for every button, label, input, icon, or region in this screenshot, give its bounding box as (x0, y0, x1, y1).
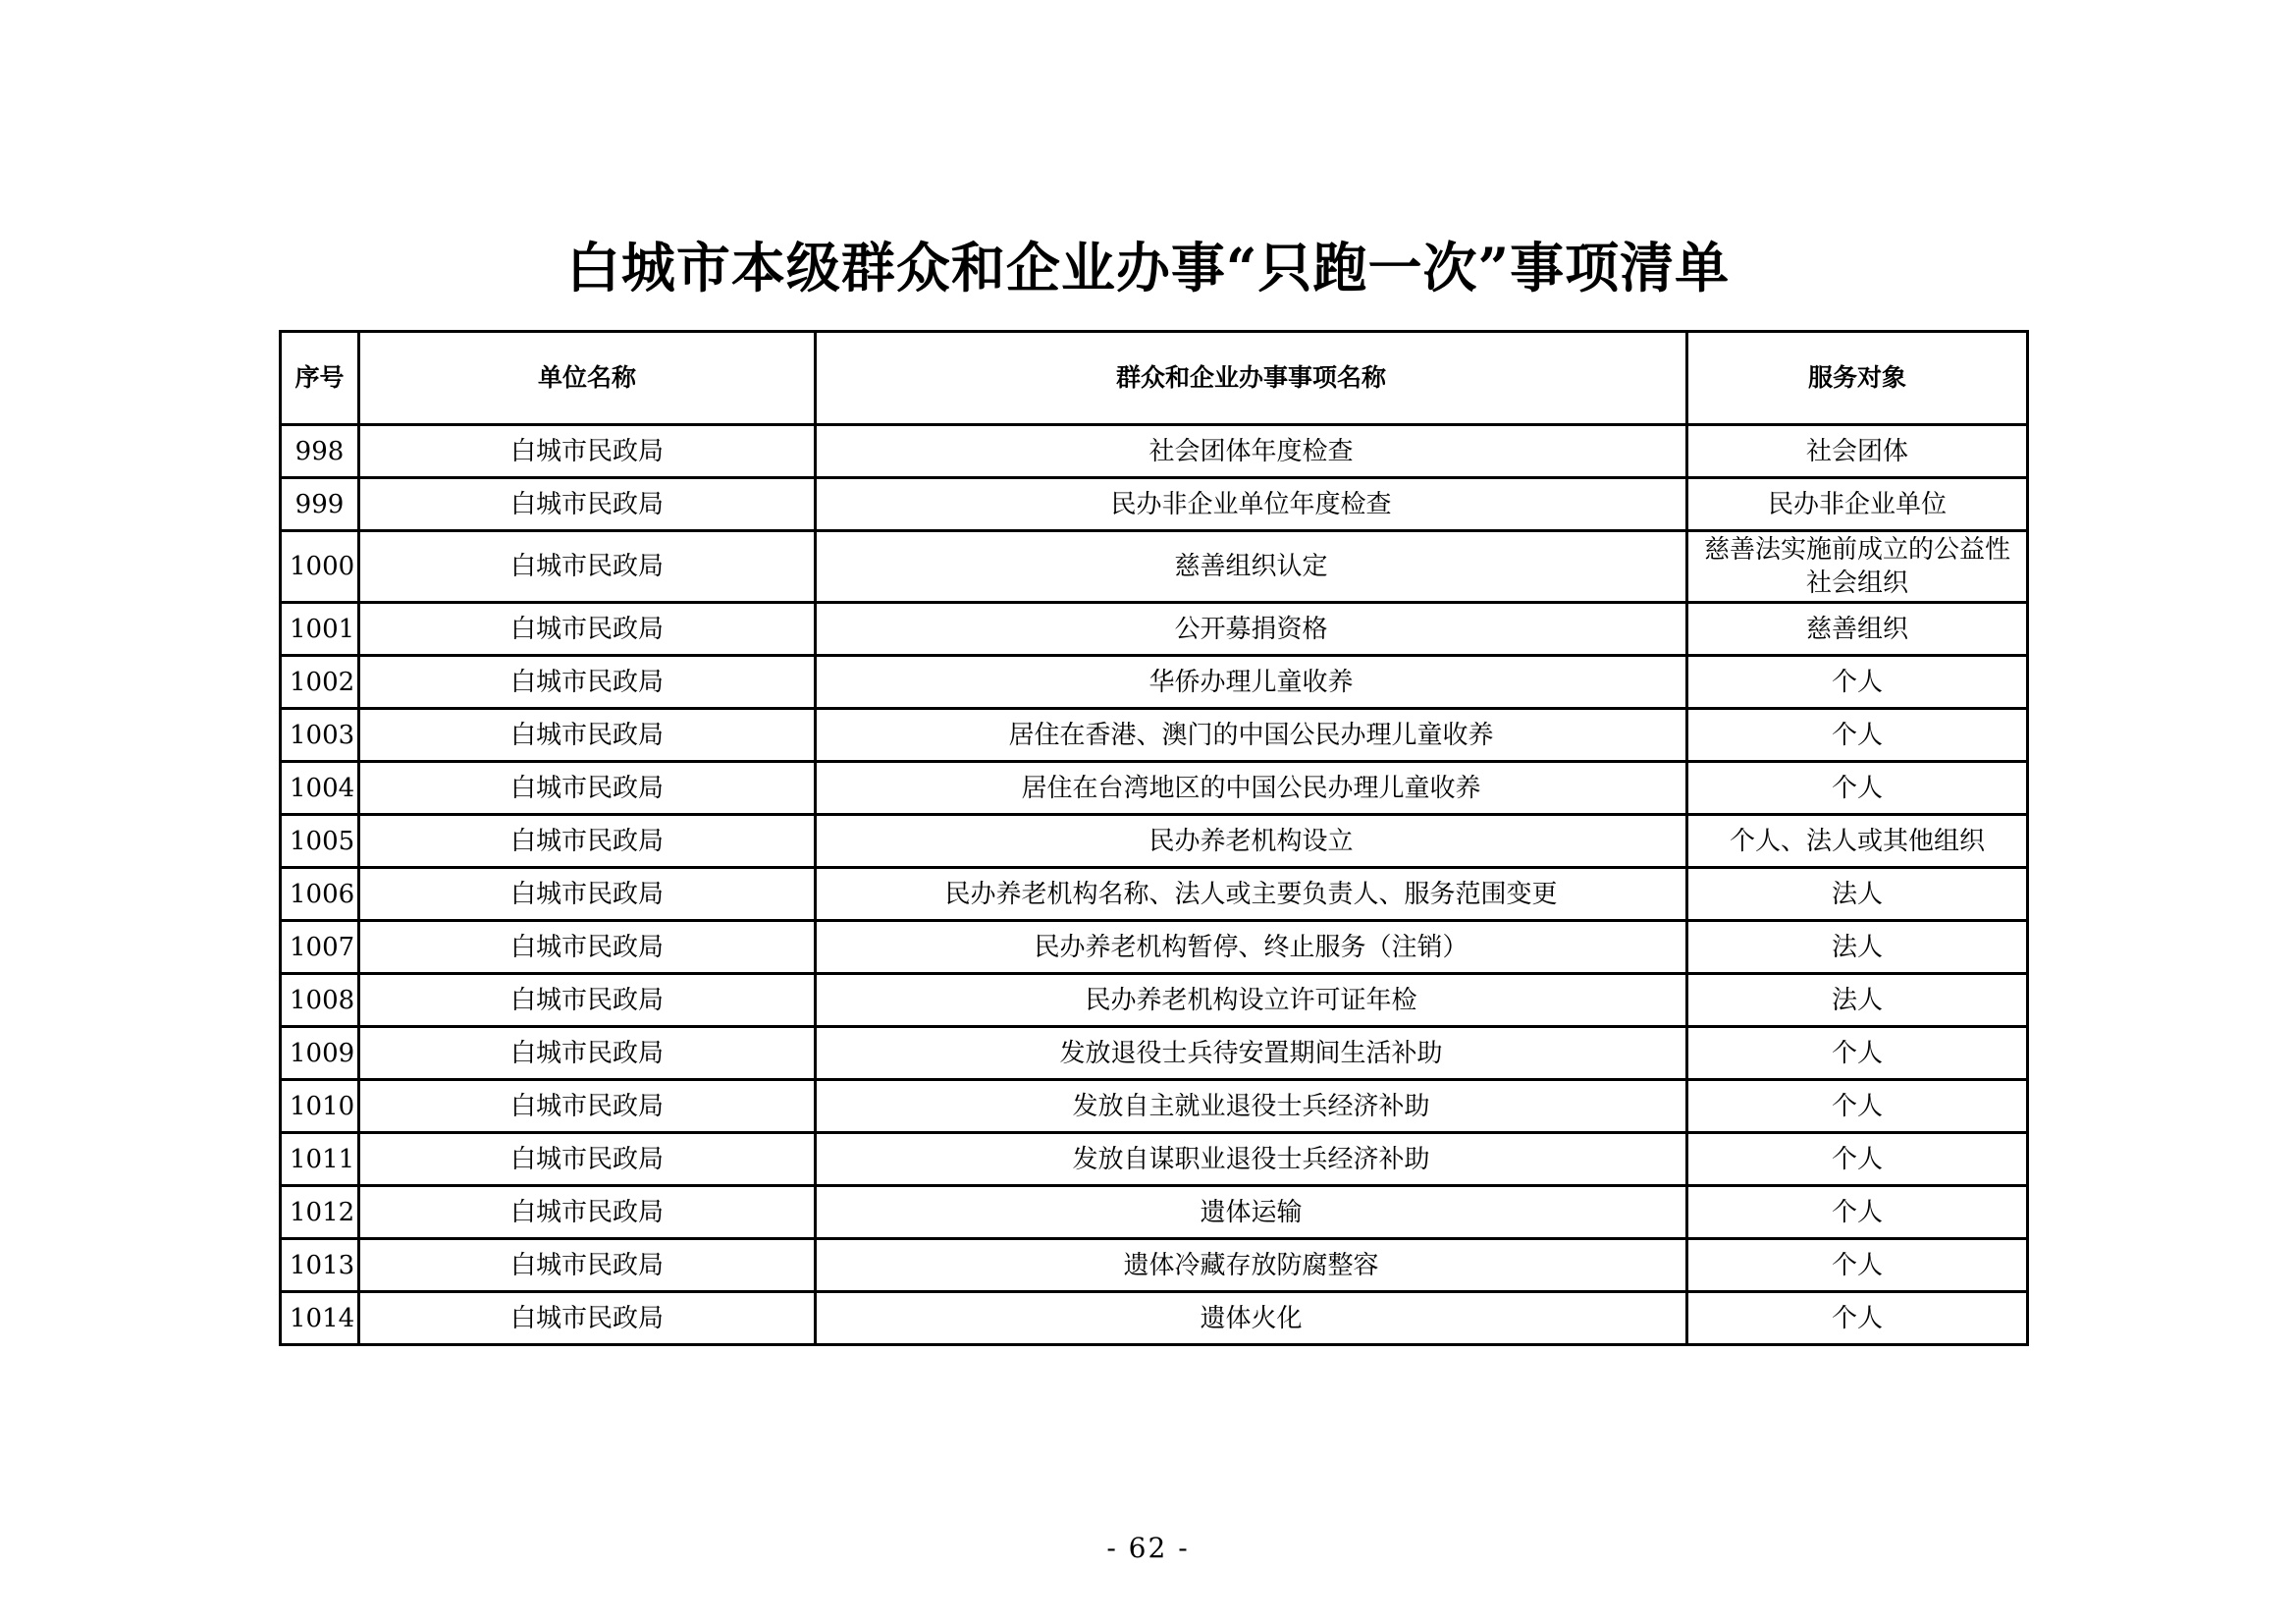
table-row (281, 603, 2028, 656)
table-header-row (281, 332, 2028, 425)
table-row (281, 425, 2028, 478)
cell-service-target: 个人 (1687, 762, 2028, 815)
cell-unit-name: 白城市民政局 (359, 815, 816, 868)
cell-item-name: 华侨办理儿童收养 (816, 656, 1687, 709)
cell-item-name: 民办养老机构名称、法人或主要负责人、服务范围变更 (816, 868, 1687, 921)
cell-service-target: 社会团体 (1687, 425, 2028, 478)
cell-unit-name: 白城市民政局 (359, 425, 816, 478)
cell-service-target: 慈善组织 (1687, 603, 2028, 656)
cell-unit-name: 白城市民政局 (359, 656, 816, 709)
cell-index: 1001 (281, 603, 359, 656)
header-item-name: 群众和企业办事事项名称 (816, 332, 1687, 425)
header-index: 序号 (281, 332, 359, 425)
cell-index: 1008 (281, 974, 359, 1027)
cell-item-name: 居住在台湾地区的中国公民办理儿童收养 (816, 762, 1687, 815)
cell-unit-name: 白城市民政局 (359, 1186, 816, 1239)
page-number: - 62 - (1106, 1532, 1190, 1564)
table-row (281, 1239, 2028, 1292)
cell-index: 1006 (281, 868, 359, 921)
cell-unit-name: 白城市民政局 (359, 1239, 816, 1292)
cell-unit-name: 白城市民政局 (359, 1133, 816, 1186)
cell-item-name: 居住在香港、澳门的中国公民办理儿童收养 (816, 709, 1687, 762)
table-row (281, 974, 2028, 1027)
table-row (281, 921, 2028, 974)
cell-unit-name: 白城市民政局 (359, 531, 816, 603)
cell-item-name: 遗体运输 (816, 1186, 1687, 1239)
cell-unit-name: 白城市民政局 (359, 1292, 816, 1345)
cell-service-target: 法人 (1687, 868, 2028, 921)
cell-index: 1005 (281, 815, 359, 868)
cell-item-name: 民办养老机构暂停、终止服务（注销） (816, 921, 1687, 974)
cell-item-name: 慈善组织认定 (816, 531, 1687, 603)
document-title: 白城市本级群众和企业办事“只跑一次”事项清单 (565, 236, 1731, 299)
cell-unit-name: 白城市民政局 (359, 921, 816, 974)
cell-index: 1004 (281, 762, 359, 815)
cell-service-target: 法人 (1687, 974, 2028, 1027)
cell-unit-name: 白城市民政局 (359, 974, 816, 1027)
cell-index: 1010 (281, 1080, 359, 1133)
cell-service-target: 民办非企业单位 (1687, 478, 2028, 531)
cell-index: 999 (281, 478, 359, 531)
cell-index: 1003 (281, 709, 359, 762)
cell-item-name: 民办养老机构设立许可证年检 (816, 974, 1687, 1027)
cell-item-name: 发放自主就业退役士兵经济补助 (816, 1080, 1687, 1133)
cell-index: 1013 (281, 1239, 359, 1292)
cell-index: 1007 (281, 921, 359, 974)
table-row (281, 656, 2028, 709)
table-row (281, 1186, 2028, 1239)
cell-unit-name: 白城市民政局 (359, 478, 816, 531)
cell-item-name: 发放自谋职业退役士兵经济补助 (816, 1133, 1687, 1186)
cell-item-name: 社会团体年度检查 (816, 425, 1687, 478)
cell-unit-name: 白城市民政局 (359, 1080, 816, 1133)
cell-index: 1009 (281, 1027, 359, 1080)
cell-service-target: 个人 (1687, 709, 2028, 762)
table-row (281, 868, 2028, 921)
cell-service-target: 慈善法实施前成立的公益性社会组织 (1687, 531, 2028, 603)
cell-service-target: 个人 (1687, 1027, 2028, 1080)
cell-index: 1000 (281, 531, 359, 603)
table-row (281, 1292, 2028, 1345)
cell-index: 1014 (281, 1292, 359, 1345)
cell-index: 998 (281, 425, 359, 478)
cell-service-target: 法人 (1687, 921, 2028, 974)
cell-unit-name: 白城市民政局 (359, 709, 816, 762)
table-row (281, 1080, 2028, 1133)
cell-item-name: 遗体火化 (816, 1292, 1687, 1345)
cell-index: 1012 (281, 1186, 359, 1239)
table-row (281, 709, 2028, 762)
cell-item-name: 公开募捐资格 (816, 603, 1687, 656)
table-row (281, 478, 2028, 531)
service-items-table (279, 330, 2029, 1346)
table-row (281, 531, 2028, 603)
cell-service-target: 个人 (1687, 1186, 2028, 1239)
cell-unit-name: 白城市民政局 (359, 762, 816, 815)
cell-item-name: 民办养老机构设立 (816, 815, 1687, 868)
table-row (281, 762, 2028, 815)
cell-unit-name: 白城市民政局 (359, 868, 816, 921)
header-service-target: 服务对象 (1687, 332, 2028, 425)
cell-service-target: 个人、法人或其他组织 (1687, 815, 2028, 868)
cell-service-target: 个人 (1687, 1292, 2028, 1345)
cell-unit-name: 白城市民政局 (359, 1027, 816, 1080)
cell-item-name: 发放退役士兵待安置期间生活补助 (816, 1027, 1687, 1080)
cell-service-target: 个人 (1687, 1133, 2028, 1186)
cell-service-target: 个人 (1687, 1080, 2028, 1133)
cell-item-name: 遗体冷藏存放防腐整容 (816, 1239, 1687, 1292)
table-row (281, 1133, 2028, 1186)
header-unit-name: 单位名称 (359, 332, 816, 425)
cell-unit-name: 白城市民政局 (359, 603, 816, 656)
cell-service-target: 个人 (1687, 1239, 2028, 1292)
table-row (281, 1027, 2028, 1080)
cell-service-target: 个人 (1687, 656, 2028, 709)
table-row (281, 815, 2028, 868)
cell-index: 1011 (281, 1133, 359, 1186)
cell-index: 1002 (281, 656, 359, 709)
cell-item-name: 民办非企业单位年度检查 (816, 478, 1687, 531)
